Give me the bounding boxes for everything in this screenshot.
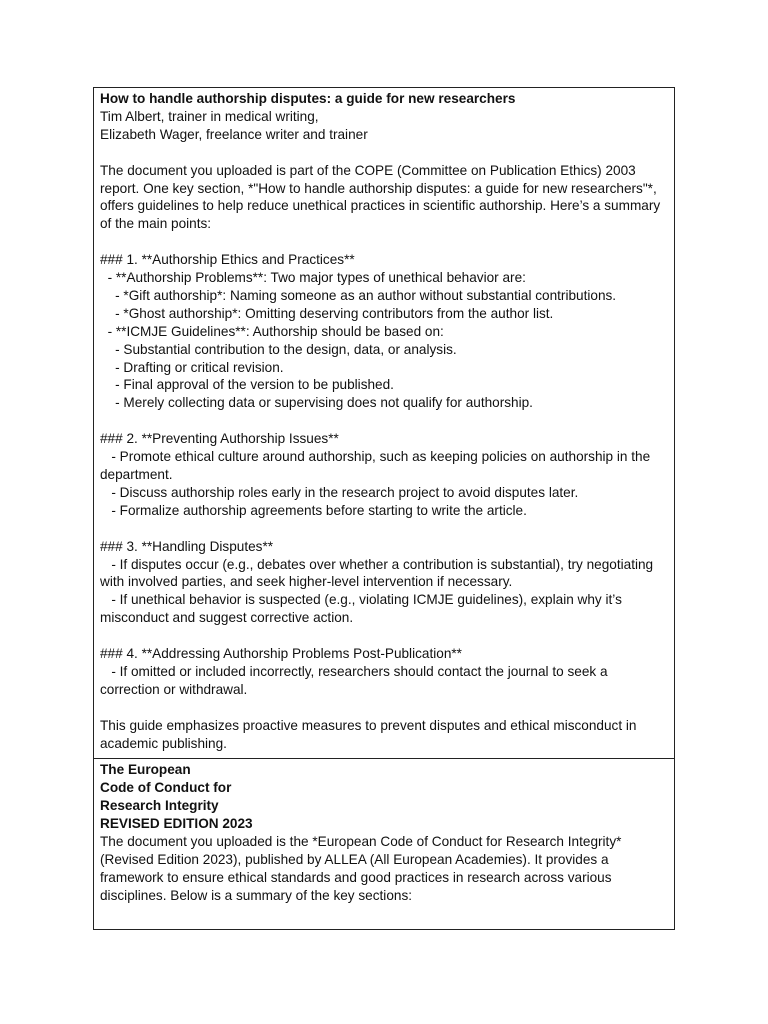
spacer bbox=[100, 412, 668, 430]
section1-line: - *Ghost authorship*: Omitting deserving contributors from the author list. bbox=[100, 305, 554, 321]
section1-line: - **Authorship Problems**: Two major types of unethical behavior are: bbox=[100, 270, 526, 286]
table-cell-allea bbox=[94, 758, 674, 928]
section1-line: - Drafting or critical revision. bbox=[100, 359, 284, 375]
doc1-author1: Tim Albert, trainer in medical writing, bbox=[100, 108, 319, 124]
summary-table bbox=[93, 87, 675, 930]
section1-line: - *Gift authorship*: Naming someone as an author without substantial contributions. bbox=[100, 287, 617, 303]
spacer bbox=[100, 520, 668, 538]
doc2-title-line: Research Integrity bbox=[100, 798, 219, 814]
table-cell-cope bbox=[94, 88, 674, 758]
section1-line: - Final approval of the version to be published. bbox=[100, 377, 394, 393]
doc2-edition: REVISED EDITION 2023 bbox=[100, 816, 253, 832]
section1-line: - Substantial contribution to the design, data, or analysis. bbox=[100, 341, 457, 357]
section2-line: - Discuss authorship roles early in the research project to avoid disputes later. bbox=[100, 484, 579, 500]
doc2-title-line: Code of Conduct for bbox=[100, 780, 232, 796]
doc2-title-line: The European bbox=[100, 762, 191, 778]
section1-line: - Merely collecting data or supervising does not qualify for authorship. bbox=[100, 395, 533, 411]
spacer bbox=[100, 905, 668, 923]
spacer bbox=[100, 144, 668, 162]
doc1-title: How to handle authorship disputes: a guide for new researchers bbox=[100, 91, 516, 106]
doc1-intro: The document you uploaded is part of the COPE (Committee on Publication Ethics) 2003 report. One key section, *"How to handle authorship disputes: a guide for new researchers"*, offers guidelines to help reduce unethical practices in scientific authorship. Here’s a summary of the main points: bbox=[100, 162, 664, 232]
section3-heading: ### 3. **Handling Disputes** bbox=[100, 538, 274, 554]
section4-heading: ### 4. **Addressing Authorship Problems Post-Publication** bbox=[100, 646, 462, 662]
section2-line: - Promote ethical culture around authorship, such as keeping policies on authorship in the department. bbox=[100, 449, 654, 482]
doc2-intro: The document you uploaded is the *European Code of Conduct for Research Integrity* (Revised Edition 2023), published by ALLEA (All European Academies). It provides a framework to ensure ethical standards and good practices in research across various disciplines. Below is a summary of the key sections: bbox=[100, 834, 626, 903]
doc1-conclusion: This guide emphasizes proactive measures to prevent disputes and ethical misconduct in academic publishing. bbox=[100, 717, 641, 751]
section1-heading: ### 1. **Authorship Ethics and Practices** bbox=[100, 252, 355, 268]
doc1-author2: Elizabeth Wager, freelance writer and trainer bbox=[100, 126, 368, 142]
spacer bbox=[100, 233, 668, 251]
section2-line: - Formalize authorship agreements before starting to write the article. bbox=[100, 502, 527, 518]
section4-line: - If omitted or included incorrectly, researchers should contact the journal to seek a correction or withdrawal. bbox=[100, 663, 612, 697]
section3-line: - If unethical behavior is suspected (e.g., violating ICMJE guidelines), explain why it’s misconduct and suggest corrective action. bbox=[100, 592, 626, 626]
spacer bbox=[100, 699, 668, 717]
section3-line: - If disputes occur (e.g., debates over whether a contribution is substantial), try negotiating with involved parties, and seek higher-level intervention if necessary. bbox=[100, 556, 657, 590]
section2-heading: ### 2. **Preventing Authorship Issues** bbox=[100, 431, 339, 447]
spacer bbox=[100, 627, 668, 645]
section1-line: - **ICMJE Guidelines**: Authorship should be based on: bbox=[100, 323, 444, 339]
